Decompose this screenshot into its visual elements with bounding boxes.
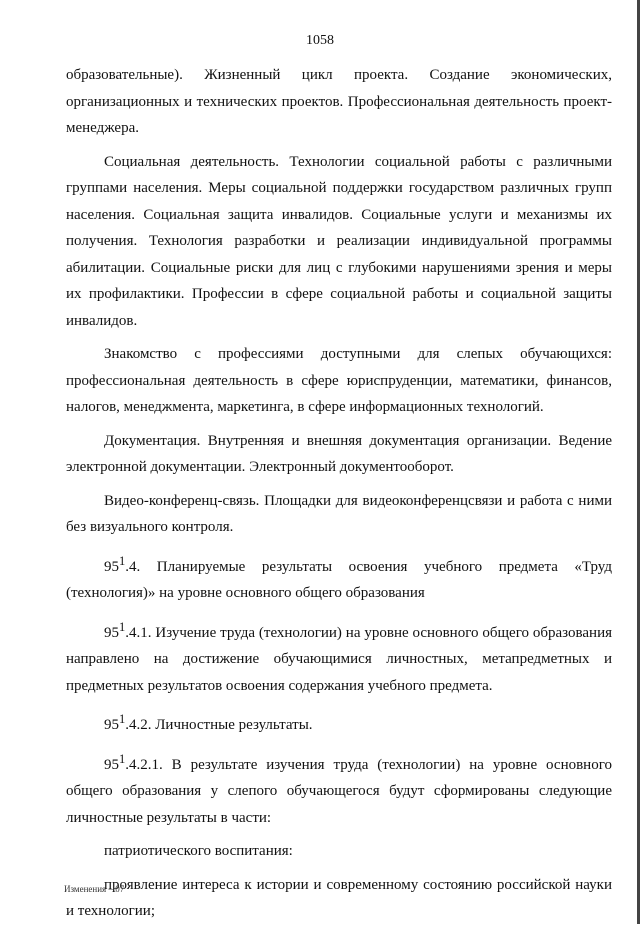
paragraph: Документация. Внутренняя и внешняя документация организации. Ведение электронной документации. Электронный документооборот. xyxy=(66,432,612,475)
section-text: .4. Планируемые результаты освоения учебного предмета «Труд (технология)» на уровне основного общего образования xyxy=(66,558,612,601)
paragraph: Социальная деятельность. Технологии социальной работы с различными группами населения. Меры социальной поддержки государством различных групп населения. Социальная защита инвалидов. Социальные услуги и механизмы их получения. Технология разработки и реализации индивидуальной программы абилитации. Социальные риски для лиц с глубокими нарушениями зрения и меры их профилактики. Профессии в сфере социальной работы и социальной защиты инвалидов. xyxy=(66,153,612,329)
section-number: 95 xyxy=(104,624,119,641)
paragraph: Видео-конференц-связь. Площадки для видеоконференцсвязи и работа с ними без визуального контроля. xyxy=(66,492,612,535)
section-superscript: 1 xyxy=(119,751,126,766)
section-text: .4.1. Изучение труда (технологии) на уровне основного общего образования направлено на достижение обучающимися личностных, метапредметных и предметных результатов освоения содержания учебного предмета. xyxy=(66,624,612,694)
section-number: 95 xyxy=(104,756,119,773)
list-item: проявление интереса к истории и современному состоянию российской науки и технологии; xyxy=(66,876,612,919)
section-superscript: 1 xyxy=(119,553,126,568)
page-number: 1058 xyxy=(306,33,334,48)
section-superscript: 1 xyxy=(119,712,126,726)
list-item: патриотического воспитания: xyxy=(104,843,293,859)
section-paragraph xyxy=(66,746,612,832)
paragraph: образовательные). Жизненный цикл проекта. Создание экономических, организационных и технических проектов. Профессиональная деятельность проект-менеджера. xyxy=(66,67,612,136)
paragraph: Знакомство с профессиями доступными для слепых обучающихся: профессиональная деятельность в сфере юриспруденции, математики, финансов, налогов, менеджмента, маркетинга, в сфере информационных технологий. xyxy=(66,346,612,415)
section-heading xyxy=(66,548,612,607)
section-text: .4.2. Личностные результаты. xyxy=(125,717,313,733)
section-paragraph xyxy=(66,614,612,700)
section-number: 95 xyxy=(104,558,119,575)
section-number: 95 xyxy=(104,717,119,733)
section-text: .4.2.1. В результате изучения труда (технологии) на уровне основного общего образования у слепого обучающегося будут сформированы следующие личностные результаты в части: xyxy=(66,756,612,826)
section-heading xyxy=(66,706,612,739)
section-superscript: 1 xyxy=(119,619,126,634)
body-text xyxy=(66,62,612,932)
footer-note: Изменения – 07 xyxy=(64,884,125,894)
